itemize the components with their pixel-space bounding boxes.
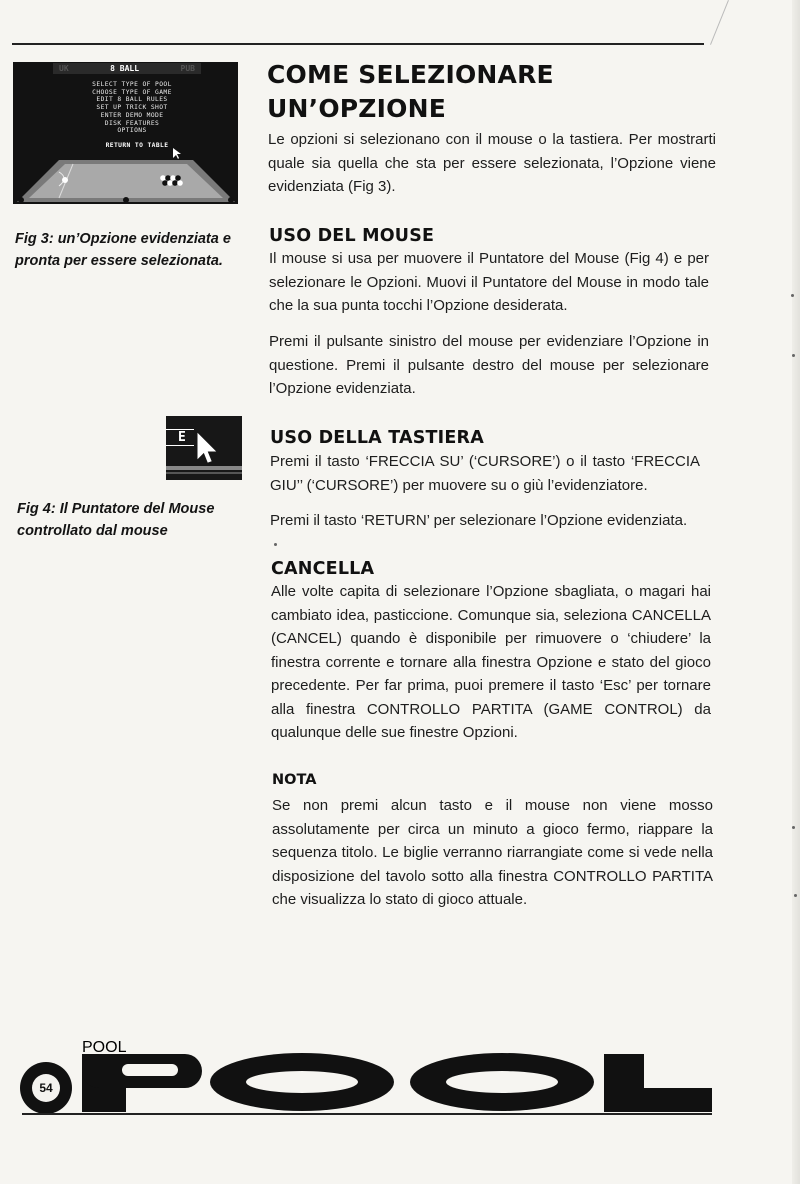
top-rule [12, 43, 704, 45]
keyboard-heading: USO DELLA TASTIERA [270, 428, 484, 448]
fig4-screenshot [166, 416, 242, 480]
logo-text: POOL [82, 1039, 127, 1056]
menu-bar-right: PUB [180, 64, 195, 73]
logo-letter-o [410, 1053, 594, 1111]
menu-item: ENTER DEMO MODE [100, 111, 164, 119]
note-heading: NOTA [272, 772, 317, 788]
mouse-heading: USO DEL MOUSE [269, 226, 435, 246]
mouse-paragraph-1: Il mouse si usa per muovere il Puntatore del Mouse (Fig 4) e per selezionare le Opzioni. Muovi il Puntatore del Mouse in modo tale che la sua punta tocchi l’Opzione desiderata. [269, 250, 709, 314]
return-to-table-label: RETURN TO TABLE [105, 142, 169, 149]
cancel-paragraph: Alle volte capita di selezionare l’Opzione sbagliata, o magari hai cambiato idea, pasticcione. Comunque sia, seleziona CANCELLA (CANCEL) quando è disponibile per rimuovere o ‘chiudere’ la finestra corrente e tornare alla finestra Opzione e stato del gioco precedente. Per far prima, puoi premere il tasto ‘Esc’ per tornare alla finestra CONTROLLO PARTITA (GAME CONTROL) da qualunque delle sue finestre Opzioni. [271, 583, 711, 741]
print-speck [792, 826, 795, 829]
menu-item: DISK FEATURES [104, 119, 160, 127]
page-edge [792, 0, 800, 1184]
menu-item: CHOOSE TYPE OF GAME [92, 88, 172, 96]
fig3-caption: Fig 3: un’Opzione evidenziata e pronta per essere selezionata. [15, 231, 231, 269]
menu-bar-title: 8 BALL [110, 64, 140, 73]
keyboard-paragraph-2: Premi il tasto ‘RETURN’ per selezionare l’Opzione evidenziata. [270, 512, 688, 529]
menu-item: SET UP TRICK SHOT [96, 104, 168, 112]
logo-letter-p [82, 1054, 202, 1112]
menu-item: EDIT 8 BALL RULES [96, 96, 168, 104]
footer-rule [22, 1113, 712, 1115]
fig3-screenshot [13, 62, 238, 204]
mouse-pointer-icon [196, 432, 220, 468]
menu-item: SELECT TYPE OF POOL [92, 81, 172, 88]
fig3-menu-list [69, 81, 195, 135]
print-speck [792, 354, 795, 357]
fig4-bar-lower [166, 472, 242, 474]
fig4-bar [166, 466, 242, 470]
cancel-heading: CANCELLA [271, 559, 375, 579]
cue-ball [62, 177, 68, 183]
pool-logo [82, 1039, 712, 1114]
page-number-ball [20, 1062, 72, 1114]
page-number: 54 [32, 1074, 60, 1102]
logo-letter-l [604, 1054, 712, 1112]
mouse-pointer-icon [173, 148, 181, 159]
page-mark [710, 0, 729, 45]
print-speck [791, 294, 794, 297]
menu-item: OPTIONS [117, 127, 147, 135]
fig4-option-letter: E [166, 429, 194, 446]
note-paragraph: Se non premi alcun tasto e il mouse non viene mosso assolutamente per circa un minuto a gioco fermo, riappare la sequenza titolo. Le biglie verranno riarrangiate come si vede nella disposizione del tavolo sotto alla finestra CONTROLLO PARTITA che visualizza lo stato di gioco attuale. [272, 797, 713, 908]
page-title: COME SELEZIONARE UN’OPZIONE [267, 60, 554, 123]
mouse-paragraph-2: Premi il pulsante sinistro del mouse per evidenziare l’Opzione in questione. Premi il pulsante destro del mouse per selezionare l’Opzione evidenziata. [269, 333, 709, 397]
print-speck [274, 543, 277, 546]
logo-letter-o [210, 1053, 394, 1111]
print-speck [794, 894, 797, 897]
intro-paragraph: Le opzioni si selezionano con il mouse o la tastiera. Per mostrarti quale sia quella che sta per essere selezionata, l’Opzione viene evidenziata (Fig 3). [268, 131, 716, 195]
fig3-menu-bar [53, 63, 201, 74]
fig4-caption: Fig 4: Il Puntatore del Mouse controllato dal mouse [17, 501, 215, 539]
menu-bar-left: UK [59, 64, 69, 73]
keyboard-paragraph-1: Premi il tasto ‘FRECCIA SU’ (‘CURSORE’) o il tasto ‘FRECCIA GIU’’ (‘CURSORE’) per muovere su o giù l’evidenziatore. [270, 453, 700, 494]
